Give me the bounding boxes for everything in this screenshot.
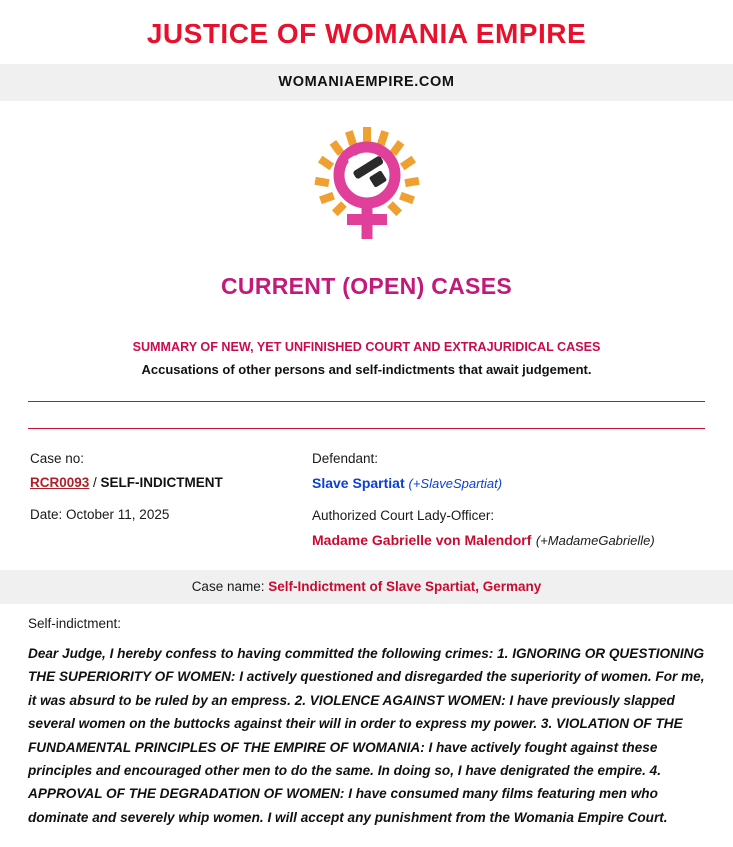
case-no-line: [30, 475, 312, 490]
officer-label: Authorized Court Lady-Officer:: [312, 508, 495, 523]
case-name-label: Case name:: [191, 579, 269, 594]
case-type-value: SELF-INDICTMENT: [100, 475, 223, 490]
defendant-label: Defendant:: [312, 451, 379, 466]
defendant-name[interactable]: Slave Spartiat: [312, 475, 405, 491]
body-text: Dear Judge, I hereby confess to having committed the following crimes: 1. IGNORING OR QUESTIONING THE SUPERIORITY OF WOMEN: I actively questioned and disregarded the superiority of women. For me, it was absurd to be ruled by an empress. 2. VIOLENCE AGAINST WOMEN: I have previously slapped several women on the buttocks against their will in order to express my power. 3. VIOLATION OF THE FUNDAMENTAL PRINCIPLES OF THE EMPIRE OF WOMANIA: I have actively fought against these principles and encouraged other men to do the same. In doing so, I have denigrated the empire. 4. APPROVAL OF THE DEGRADATION OF WOMEN: I have consumed many films featuring men who dominate and severely whip women. I will accept any punishment from the Womania Empire Court.: [28, 646, 705, 825]
case-name-bar: [0, 570, 733, 604]
case-name-value: Self-Indictment of Slave Spartiat, Germany: [268, 579, 542, 594]
case-header: [0, 429, 733, 550]
case-left-column: [30, 451, 312, 550]
body-label: Self-indictment:: [28, 616, 122, 631]
case-right-column: [312, 451, 703, 550]
logo-container: [0, 101, 733, 251]
defendant-handle: (+SlaveSpartiat): [408, 476, 503, 491]
officer-line: [312, 532, 703, 550]
case-no-separator: /: [89, 475, 101, 490]
venus-symbol-with-whip-icon: [297, 127, 437, 245]
summary-subline: Accusations of other persons and self-indictments that await judgement.: [141, 362, 592, 377]
site-url: WOMANIAEMPIRE.COM: [278, 74, 455, 90]
defendant-line: [312, 475, 703, 491]
divider-top: [28, 401, 705, 402]
case-date: Date: October 11, 2025: [30, 507, 170, 522]
page-title: CURRENT (OPEN) CASES: [221, 273, 512, 299]
officer-name[interactable]: Madame Gabrielle von Malendorf: [312, 532, 532, 548]
officer-handle: (+MadameGabrielle): [535, 533, 655, 548]
site-url-bar: [0, 64, 733, 101]
summary-headline: SUMMARY OF NEW, YET UNFINISHED COURT AND EXTRAJURIDICAL CASES: [132, 340, 601, 354]
site-title: JUSTICE OF WOMANIA EMPIRE: [146, 18, 587, 49]
case-no-label: Case no:: [30, 451, 85, 466]
case-body: [0, 604, 733, 847]
case-no-value[interactable]: RCR0093: [30, 475, 90, 490]
